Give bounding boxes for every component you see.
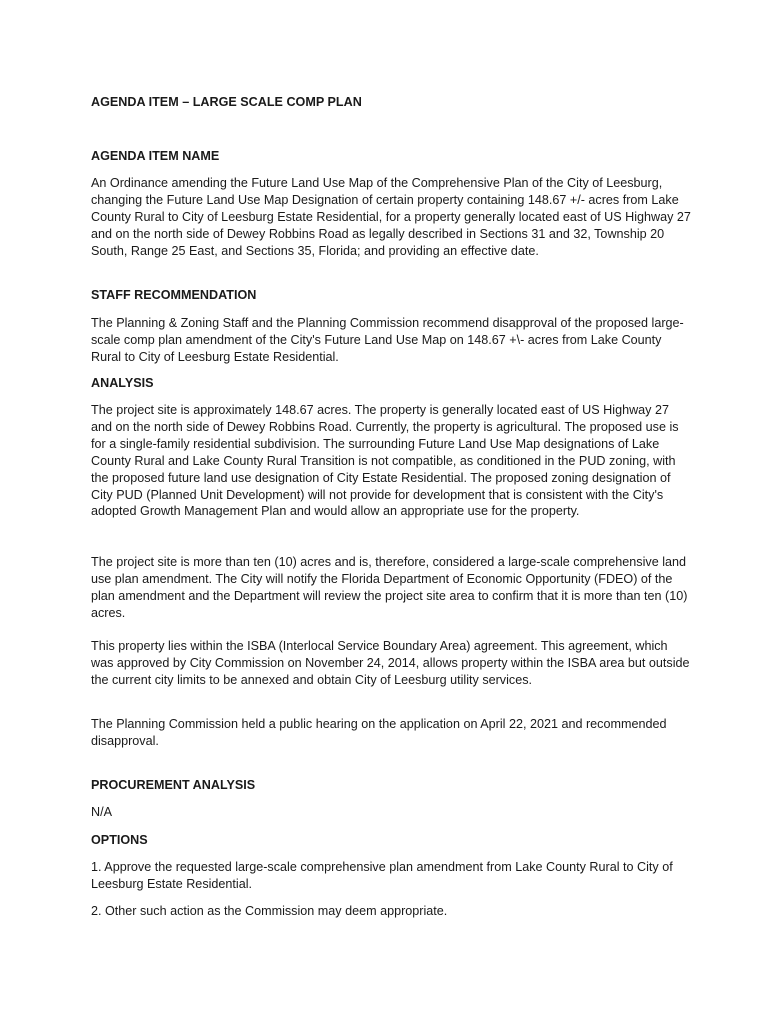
paragraph: An Ordinance amending the Future Land Use Map of the Comprehensive Plan of the City of Leesburg, changing the Future Land Use Map Designation of certain property containing 148.67 +/- acres from Lake County Rural to City of Leesburg Estate Residential, for a property generally located east of US Highway 27 and on the north side of Dewey Robbins Road as legally described in Sections 31 and 32, Township 20 South, Range 25 East, and Sections 35, Florida; and providing an effective date.: [91, 176, 691, 258]
staff-recommendation-text: [91, 315, 691, 366]
paragraph: The project site is approximately 148.67 acres. The property is generally located east of US Highway 27 and on the north side of Dewey Robbins Road. Currently, the property is agricultural. The proposed use is for a single-family residential subdivision. The surrounding Future Land Use Map designations of Lake County Rural and Lake County Rural Transition is not compatible, as conditioned in the PUD zoning, with the proposed future land use designation of City Estate Residential. The proposed zoning designation of City PUD (Planned Unit Development) will not provide for development that is consistent with the City's adopted Growth Management Plan and would allow an appropriate use for the property.: [91, 403, 679, 519]
section-heading: AGENDA ITEM NAME: [91, 149, 220, 163]
document-title: AGENDA ITEM – LARGE SCALE COMP PLAN: [91, 95, 362, 109]
section-heading: STAFF RECOMMENDATION: [91, 288, 257, 302]
list-item: 2. Other such action as the Commission may deem appropriate.: [91, 904, 448, 918]
procurement-analysis-heading: [91, 777, 691, 794]
paragraph: N/A: [91, 805, 112, 819]
section-heading: ANALYSIS: [91, 376, 154, 390]
staff-recommendation-heading: [91, 287, 691, 304]
agenda-item-name-heading: [91, 148, 691, 165]
analysis-paragraph-2: [91, 554, 691, 622]
paragraph: This property lies within the ISBA (Interlocal Service Boundary Area) agreement. This agreement, which was approved by City Commission on November 24, 2014, allows property within the ISBA area but outside the current city limits to be annexed and obtain City of Leesburg utility services.: [91, 639, 690, 687]
section-heading: OPTIONS: [91, 833, 148, 847]
agenda-item-name-text: [91, 175, 691, 260]
option-item-2: [91, 903, 691, 920]
paragraph: The project site is more than ten (10) acres and is, therefore, considered a large-scale comprehensive land use plan amendment. The City will notify the Florida Department of Economic Opportunity (FDEO) of the plan amendment and the Department will review the project site area to confirm that it is more than ten (10) acres.: [91, 555, 688, 620]
options-heading: [91, 832, 691, 849]
section-heading: PROCUREMENT ANALYSIS: [91, 778, 256, 792]
procurement-analysis-text: [91, 804, 691, 821]
paragraph: The Planning & Zoning Staff and the Planning Commission recommend disapproval of the proposed large-scale comp plan amendment of the City's Future Land Use Map on 148.67 +\- acres from Lake County Rural to City of Leesburg Estate Residential.: [91, 316, 684, 364]
analysis-paragraph-1: [91, 402, 691, 520]
analysis-paragraph-4: [91, 716, 691, 750]
option-item-1: [91, 859, 691, 893]
analysis-heading: [91, 375, 691, 392]
list-item: 1. Approve the requested large-scale comprehensive plan amendment from Lake County Rural to City of Leesburg Estate Residential.: [91, 860, 673, 891]
analysis-paragraph-3: [91, 638, 691, 689]
paragraph: The Planning Commission held a public hearing on the application on April 22, 2021 and recommended disapproval.: [91, 717, 667, 748]
